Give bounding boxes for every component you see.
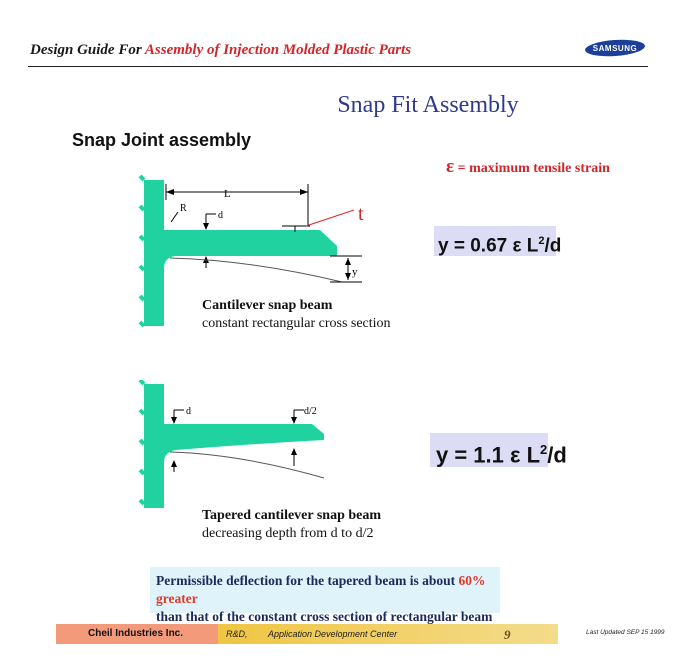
formula1-prefix: y = 0.67 bbox=[438, 235, 508, 257]
note-part2: than that of the constant cross section of rectangular beam bbox=[156, 609, 493, 624]
formula-constant bbox=[434, 226, 562, 257]
label-d-half: d/2 bbox=[304, 406, 317, 417]
label-d: d bbox=[218, 210, 223, 221]
cantilever-caption-title: Cantilever snap beam bbox=[202, 298, 333, 313]
wall-hatch bbox=[140, 176, 144, 326]
tapered-caption-title: Tapered cantilever snap beam bbox=[202, 508, 382, 523]
label-d-2: d bbox=[186, 406, 191, 417]
formula2-exponent: 2 bbox=[540, 442, 548, 457]
epsilon-symbol: ε bbox=[446, 156, 455, 177]
length-arrow-right bbox=[300, 189, 308, 195]
formula1-epsilon: ε bbox=[512, 235, 522, 257]
header-title-prefix: Design Guide For bbox=[30, 42, 142, 58]
label-R: R bbox=[180, 203, 187, 214]
length-arrow-left bbox=[166, 189, 174, 195]
formula2-L: L bbox=[526, 442, 541, 468]
deflection-arrowhead-top bbox=[345, 258, 351, 265]
label-t: t bbox=[358, 203, 364, 225]
page-number: 9 bbox=[504, 627, 511, 642]
header-title-highlight: Assembly of Injection Molded Plastic Parts bbox=[144, 42, 412, 58]
formula2-epsilon: ε bbox=[510, 442, 521, 468]
slide-title: Snap Fit Assembly bbox=[337, 92, 519, 118]
tip-depth-arrowhead-bottom bbox=[291, 448, 297, 455]
radius-leader bbox=[171, 212, 178, 222]
strain-legend-text: = maximum tensile strain bbox=[457, 161, 610, 176]
tapered-cantilever-diagram bbox=[130, 380, 370, 520]
samsung-logo bbox=[584, 39, 646, 57]
depth-arrowhead-bottom-2 bbox=[171, 460, 177, 467]
formula-tapered bbox=[430, 433, 567, 468]
formula2-prefix: y = 1.1 bbox=[436, 442, 504, 468]
depth-arrowhead-top bbox=[203, 223, 209, 230]
deflected-beam-curve bbox=[170, 258, 342, 282]
note-part1: Permissible deflection for the tapered beam is about bbox=[156, 573, 456, 588]
strain-legend bbox=[446, 156, 610, 178]
note-highlight: 60% greater bbox=[156, 573, 486, 606]
label-y: y bbox=[352, 266, 358, 278]
formula2-tail: /d bbox=[547, 442, 567, 468]
tip-depth-arrowhead bbox=[291, 417, 297, 424]
header-title bbox=[30, 42, 411, 59]
formula1-exponent: 2 bbox=[538, 235, 545, 247]
label-L: L bbox=[224, 188, 231, 200]
formula1-tail: /d bbox=[544, 235, 562, 257]
cantilever-diagram bbox=[130, 170, 410, 340]
tapered-caption-sub: decreasing depth from d to d/2 bbox=[202, 526, 374, 541]
section-subtitle: Snap Joint assembly bbox=[72, 130, 252, 150]
last-updated: Last Updated SEP 15 1999 bbox=[586, 629, 665, 636]
comparison-note bbox=[150, 567, 500, 624]
tapered-beam-shape bbox=[144, 384, 324, 508]
cantilever-caption-sub: constant rectangular cross section bbox=[202, 316, 391, 331]
footer-dept: R&D, bbox=[226, 629, 248, 639]
thickness-leader-line bbox=[306, 210, 354, 226]
footer-center: Application Development Center bbox=[268, 629, 398, 639]
depth-arrowhead-top-2 bbox=[171, 417, 177, 424]
header-divider bbox=[28, 66, 648, 67]
deflected-tapered-curve bbox=[170, 452, 324, 478]
deflection-arrowhead-bottom bbox=[345, 273, 351, 280]
footer-company: Cheil Industries Inc. bbox=[56, 624, 218, 644]
wall-hatch-2 bbox=[140, 380, 144, 504]
formula1-L: L bbox=[526, 235, 539, 257]
logo-text: SAMSUNG bbox=[592, 44, 638, 53]
